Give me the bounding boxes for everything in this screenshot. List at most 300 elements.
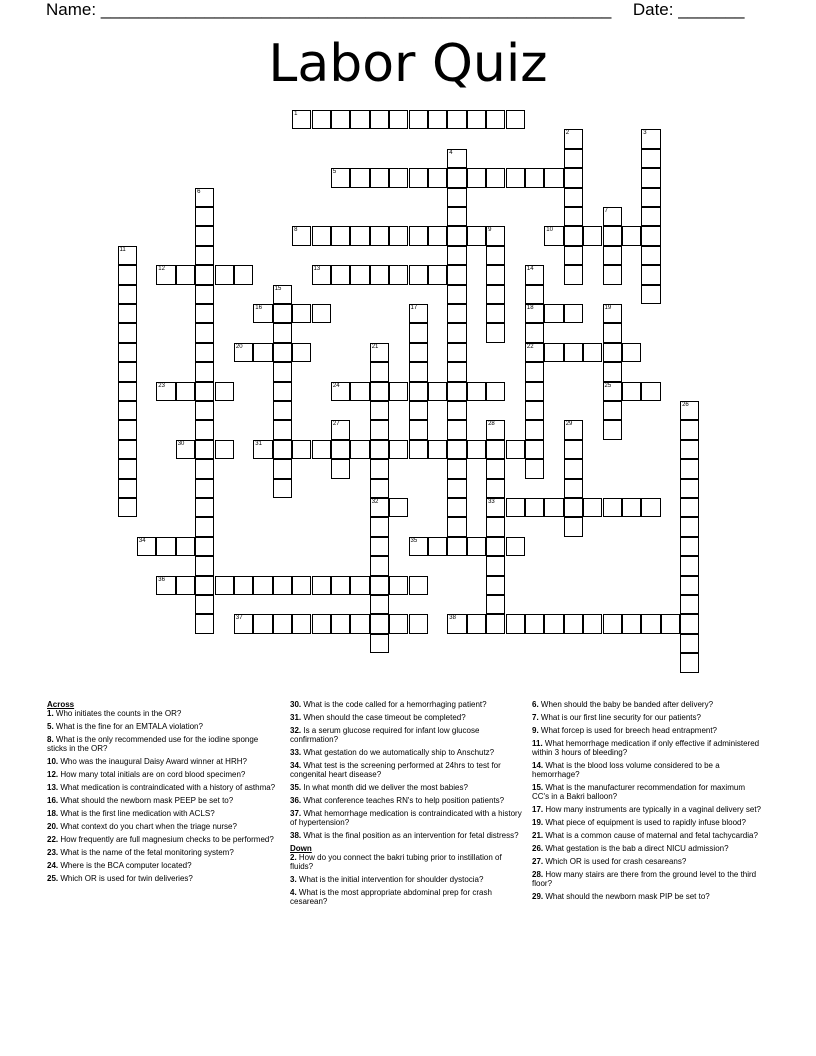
crossword-cell[interactable] bbox=[215, 382, 234, 401]
crossword-cell[interactable] bbox=[118, 498, 137, 517]
crossword-cell[interactable] bbox=[292, 343, 311, 362]
crossword-cell[interactable] bbox=[641, 168, 660, 187]
crossword-cell[interactable] bbox=[156, 382, 175, 401]
crossword-cell[interactable] bbox=[525, 498, 544, 517]
crossword-cell[interactable] bbox=[234, 265, 253, 284]
crossword-cell[interactable] bbox=[118, 401, 137, 420]
crossword-cell[interactable] bbox=[486, 556, 505, 575]
crossword-cell[interactable] bbox=[389, 168, 408, 187]
crossword-cell[interactable] bbox=[447, 168, 466, 187]
crossword-cell[interactable] bbox=[350, 440, 369, 459]
crossword-cell[interactable] bbox=[564, 129, 583, 148]
crossword-cell[interactable] bbox=[544, 304, 563, 323]
crossword-cell[interactable] bbox=[312, 440, 331, 459]
crossword-cell[interactable] bbox=[428, 110, 447, 129]
crossword-cell[interactable] bbox=[467, 382, 486, 401]
crossword-cell[interactable] bbox=[118, 382, 137, 401]
crossword-cell[interactable] bbox=[370, 168, 389, 187]
crossword-cell[interactable] bbox=[273, 614, 292, 633]
crossword-cell[interactable] bbox=[641, 226, 660, 245]
crossword-cell[interactable] bbox=[447, 459, 466, 478]
crossword-cell[interactable] bbox=[273, 285, 292, 304]
crossword-cell[interactable] bbox=[234, 576, 253, 595]
crossword-cell[interactable] bbox=[564, 440, 583, 459]
crossword-cell[interactable] bbox=[389, 382, 408, 401]
crossword-cell[interactable] bbox=[467, 440, 486, 459]
crossword-cell[interactable] bbox=[564, 207, 583, 226]
crossword-cell[interactable] bbox=[273, 362, 292, 381]
crossword-cell[interactable] bbox=[273, 420, 292, 439]
crossword-cell[interactable] bbox=[583, 498, 602, 517]
crossword-cell[interactable] bbox=[118, 479, 137, 498]
crossword-cell[interactable] bbox=[195, 304, 214, 323]
crossword-cell[interactable] bbox=[680, 556, 699, 575]
crossword-cell[interactable] bbox=[486, 440, 505, 459]
crossword-cell[interactable] bbox=[447, 362, 466, 381]
crossword-cell[interactable] bbox=[370, 440, 389, 459]
crossword-cell[interactable] bbox=[331, 459, 350, 478]
crossword-cell[interactable] bbox=[680, 614, 699, 633]
crossword-cell[interactable] bbox=[195, 188, 214, 207]
crossword-cell[interactable] bbox=[506, 110, 525, 129]
crossword-cell[interactable] bbox=[409, 614, 428, 633]
crossword-cell[interactable] bbox=[312, 265, 331, 284]
crossword-cell[interactable] bbox=[486, 265, 505, 284]
crossword-cell[interactable] bbox=[195, 362, 214, 381]
crossword-cell[interactable] bbox=[467, 168, 486, 187]
crossword-cell[interactable] bbox=[680, 401, 699, 420]
crossword-cell[interactable] bbox=[447, 479, 466, 498]
crossword-cell[interactable] bbox=[428, 440, 447, 459]
crossword-cell[interactable] bbox=[156, 265, 175, 284]
crossword-cell[interactable] bbox=[447, 285, 466, 304]
crossword-cell[interactable] bbox=[486, 459, 505, 478]
crossword-cell[interactable] bbox=[564, 246, 583, 265]
crossword-cell[interactable] bbox=[331, 440, 350, 459]
crossword-cell[interactable] bbox=[467, 537, 486, 556]
crossword-cell[interactable] bbox=[156, 537, 175, 556]
crossword-cell[interactable] bbox=[350, 110, 369, 129]
crossword-cell[interactable] bbox=[389, 576, 408, 595]
crossword-cell[interactable] bbox=[680, 653, 699, 672]
crossword-cell[interactable] bbox=[564, 517, 583, 536]
crossword-cell[interactable] bbox=[641, 207, 660, 226]
crossword-cell[interactable] bbox=[253, 614, 272, 633]
crossword-cell[interactable] bbox=[564, 343, 583, 362]
crossword-cell[interactable] bbox=[486, 498, 505, 517]
crossword-cell[interactable] bbox=[370, 382, 389, 401]
crossword-cell[interactable] bbox=[447, 614, 466, 633]
crossword-cell[interactable] bbox=[603, 401, 622, 420]
crossword-cell[interactable] bbox=[467, 226, 486, 245]
crossword-cell[interactable] bbox=[486, 595, 505, 614]
crossword-cell[interactable] bbox=[525, 265, 544, 284]
crossword-cell[interactable] bbox=[564, 168, 583, 187]
crossword-cell[interactable] bbox=[680, 537, 699, 556]
crossword-cell[interactable] bbox=[447, 420, 466, 439]
crossword-cell[interactable] bbox=[603, 343, 622, 362]
crossword-cell[interactable] bbox=[409, 420, 428, 439]
crossword-cell[interactable] bbox=[389, 498, 408, 517]
crossword-cell[interactable] bbox=[486, 168, 505, 187]
crossword-cell[interactable] bbox=[312, 576, 331, 595]
crossword-cell[interactable] bbox=[447, 323, 466, 342]
crossword-cell[interactable] bbox=[506, 498, 525, 517]
crossword-cell[interactable] bbox=[622, 614, 641, 633]
crossword-cell[interactable] bbox=[641, 285, 660, 304]
crossword-cell[interactable] bbox=[215, 440, 234, 459]
crossword-cell[interactable] bbox=[447, 110, 466, 129]
crossword-cell[interactable] bbox=[447, 207, 466, 226]
crossword-cell[interactable] bbox=[273, 401, 292, 420]
crossword-cell[interactable] bbox=[389, 265, 408, 284]
crossword-cell[interactable] bbox=[603, 614, 622, 633]
crossword-cell[interactable] bbox=[312, 304, 331, 323]
crossword-cell[interactable] bbox=[273, 479, 292, 498]
crossword-cell[interactable] bbox=[447, 401, 466, 420]
crossword-cell[interactable] bbox=[428, 226, 447, 245]
crossword-cell[interactable] bbox=[234, 343, 253, 362]
crossword-cell[interactable] bbox=[486, 285, 505, 304]
crossword-cell[interactable] bbox=[215, 265, 234, 284]
crossword-cell[interactable] bbox=[428, 537, 447, 556]
crossword-cell[interactable] bbox=[525, 285, 544, 304]
crossword-cell[interactable] bbox=[447, 304, 466, 323]
crossword-cell[interactable] bbox=[370, 110, 389, 129]
crossword-cell[interactable] bbox=[118, 285, 137, 304]
date-line[interactable]: _______ bbox=[678, 0, 745, 19]
crossword-cell[interactable] bbox=[525, 343, 544, 362]
crossword-cell[interactable] bbox=[312, 226, 331, 245]
crossword-cell[interactable] bbox=[486, 576, 505, 595]
crossword-cell[interactable] bbox=[409, 110, 428, 129]
crossword-cell[interactable] bbox=[447, 517, 466, 536]
crossword-cell[interactable] bbox=[641, 129, 660, 148]
crossword-cell[interactable] bbox=[370, 343, 389, 362]
crossword-cell[interactable] bbox=[603, 362, 622, 381]
crossword-cell[interactable] bbox=[447, 343, 466, 362]
crossword-cell[interactable] bbox=[331, 226, 350, 245]
crossword-cell[interactable] bbox=[622, 226, 641, 245]
crossword-cell[interactable] bbox=[195, 537, 214, 556]
crossword-cell[interactable] bbox=[622, 343, 641, 362]
crossword-cell[interactable] bbox=[564, 479, 583, 498]
crossword-cell[interactable] bbox=[486, 420, 505, 439]
crossword-cell[interactable] bbox=[409, 401, 428, 420]
crossword-cell[interactable] bbox=[176, 576, 195, 595]
crossword-cell[interactable] bbox=[195, 498, 214, 517]
crossword-cell[interactable] bbox=[273, 382, 292, 401]
crossword-cell[interactable] bbox=[622, 498, 641, 517]
crossword-cell[interactable] bbox=[603, 304, 622, 323]
crossword-cell[interactable] bbox=[486, 226, 505, 245]
crossword-cell[interactable] bbox=[525, 614, 544, 633]
crossword-cell[interactable] bbox=[370, 595, 389, 614]
crossword-cell[interactable] bbox=[118, 362, 137, 381]
crossword-cell[interactable] bbox=[292, 226, 311, 245]
crossword-cell[interactable] bbox=[350, 576, 369, 595]
crossword-cell[interactable] bbox=[583, 343, 602, 362]
crossword-cell[interactable] bbox=[195, 595, 214, 614]
crossword-cell[interactable] bbox=[195, 420, 214, 439]
crossword-cell[interactable] bbox=[195, 614, 214, 633]
crossword-cell[interactable] bbox=[370, 614, 389, 633]
crossword-cell[interactable] bbox=[118, 304, 137, 323]
crossword-cell[interactable] bbox=[370, 498, 389, 517]
crossword-cell[interactable] bbox=[486, 537, 505, 556]
crossword-cell[interactable] bbox=[312, 110, 331, 129]
crossword-cell[interactable] bbox=[680, 498, 699, 517]
crossword-cell[interactable] bbox=[603, 207, 622, 226]
crossword-cell[interactable] bbox=[331, 382, 350, 401]
crossword-cell[interactable] bbox=[118, 420, 137, 439]
crossword-cell[interactable] bbox=[486, 517, 505, 536]
crossword-cell[interactable] bbox=[641, 149, 660, 168]
crossword-cell[interactable] bbox=[370, 265, 389, 284]
crossword-cell[interactable] bbox=[680, 420, 699, 439]
crossword-cell[interactable] bbox=[680, 440, 699, 459]
crossword-cell[interactable] bbox=[195, 401, 214, 420]
crossword-cell[interactable] bbox=[389, 614, 408, 633]
crossword-cell[interactable] bbox=[370, 537, 389, 556]
crossword-cell[interactable] bbox=[447, 188, 466, 207]
crossword-cell[interactable] bbox=[273, 323, 292, 342]
crossword-cell[interactable] bbox=[409, 440, 428, 459]
crossword-cell[interactable] bbox=[350, 614, 369, 633]
crossword-cell[interactable] bbox=[564, 459, 583, 478]
crossword-cell[interactable] bbox=[389, 110, 408, 129]
crossword-cell[interactable] bbox=[583, 614, 602, 633]
crossword-cell[interactable] bbox=[195, 382, 214, 401]
crossword-cell[interactable] bbox=[486, 246, 505, 265]
crossword-cell[interactable] bbox=[409, 362, 428, 381]
crossword-cell[interactable] bbox=[273, 304, 292, 323]
crossword-cell[interactable] bbox=[292, 304, 311, 323]
crossword-cell[interactable] bbox=[544, 168, 563, 187]
crossword-cell[interactable] bbox=[506, 168, 525, 187]
crossword-cell[interactable] bbox=[447, 265, 466, 284]
crossword-cell[interactable] bbox=[253, 343, 272, 362]
crossword-cell[interactable] bbox=[544, 343, 563, 362]
crossword-cell[interactable] bbox=[525, 459, 544, 478]
crossword-cell[interactable] bbox=[525, 420, 544, 439]
crossword-cell[interactable] bbox=[525, 304, 544, 323]
crossword-cell[interactable] bbox=[312, 614, 331, 633]
crossword-cell[interactable] bbox=[428, 265, 447, 284]
crossword-cell[interactable] bbox=[447, 246, 466, 265]
crossword-cell[interactable] bbox=[195, 285, 214, 304]
crossword-cell[interactable] bbox=[603, 382, 622, 401]
crossword-cell[interactable] bbox=[273, 576, 292, 595]
crossword-cell[interactable] bbox=[273, 440, 292, 459]
crossword-cell[interactable] bbox=[564, 304, 583, 323]
crossword-cell[interactable] bbox=[641, 246, 660, 265]
crossword-cell[interactable] bbox=[544, 614, 563, 633]
crossword-cell[interactable] bbox=[118, 265, 137, 284]
crossword-cell[interactable] bbox=[680, 459, 699, 478]
crossword-cell[interactable] bbox=[370, 479, 389, 498]
crossword-cell[interactable] bbox=[409, 304, 428, 323]
crossword-cell[interactable] bbox=[292, 576, 311, 595]
crossword-cell[interactable] bbox=[428, 168, 447, 187]
crossword-cell[interactable] bbox=[370, 556, 389, 575]
crossword-cell[interactable] bbox=[370, 517, 389, 536]
crossword-cell[interactable] bbox=[273, 459, 292, 478]
crossword-cell[interactable] bbox=[350, 265, 369, 284]
crossword-cell[interactable] bbox=[370, 362, 389, 381]
crossword-cell[interactable] bbox=[486, 382, 505, 401]
crossword-cell[interactable] bbox=[409, 265, 428, 284]
crossword-cell[interactable] bbox=[680, 595, 699, 614]
crossword-cell[interactable] bbox=[661, 614, 680, 633]
crossword-cell[interactable] bbox=[350, 168, 369, 187]
crossword-cell[interactable] bbox=[118, 323, 137, 342]
crossword-cell[interactable] bbox=[195, 226, 214, 245]
crossword-cell[interactable] bbox=[486, 304, 505, 323]
crossword-cell[interactable] bbox=[467, 614, 486, 633]
crossword-cell[interactable] bbox=[525, 323, 544, 342]
crossword-cell[interactable] bbox=[176, 265, 195, 284]
crossword-cell[interactable] bbox=[370, 459, 389, 478]
crossword-cell[interactable] bbox=[195, 343, 214, 362]
crossword-cell[interactable] bbox=[506, 614, 525, 633]
crossword-cell[interactable] bbox=[680, 634, 699, 653]
crossword-cell[interactable] bbox=[447, 440, 466, 459]
crossword-cell[interactable] bbox=[370, 576, 389, 595]
name-line[interactable]: ______________________________________________________ bbox=[100, 0, 612, 19]
crossword-cell[interactable] bbox=[215, 576, 234, 595]
crossword-cell[interactable] bbox=[486, 614, 505, 633]
crossword-cell[interactable] bbox=[525, 382, 544, 401]
crossword-cell[interactable] bbox=[292, 614, 311, 633]
crossword-cell[interactable] bbox=[195, 265, 214, 284]
crossword-cell[interactable] bbox=[350, 226, 369, 245]
crossword-cell[interactable] bbox=[195, 207, 214, 226]
crossword-cell[interactable] bbox=[118, 246, 137, 265]
crossword-cell[interactable] bbox=[680, 479, 699, 498]
crossword-cell[interactable] bbox=[370, 226, 389, 245]
crossword-cell[interactable] bbox=[137, 537, 156, 556]
crossword-cell[interactable] bbox=[680, 576, 699, 595]
crossword-cell[interactable] bbox=[292, 440, 311, 459]
crossword-cell[interactable] bbox=[176, 440, 195, 459]
crossword-cell[interactable] bbox=[447, 498, 466, 517]
crossword-cell[interactable] bbox=[680, 517, 699, 536]
crossword-cell[interactable] bbox=[195, 440, 214, 459]
crossword-cell[interactable] bbox=[564, 265, 583, 284]
crossword-cell[interactable] bbox=[409, 537, 428, 556]
crossword-cell[interactable] bbox=[370, 634, 389, 653]
crossword-cell[interactable] bbox=[331, 110, 350, 129]
crossword-cell[interactable] bbox=[564, 614, 583, 633]
crossword-cell[interactable] bbox=[447, 382, 466, 401]
crossword-cell[interactable] bbox=[622, 382, 641, 401]
crossword-cell[interactable] bbox=[641, 188, 660, 207]
crossword-cell[interactable] bbox=[370, 420, 389, 439]
crossword-cell[interactable] bbox=[506, 537, 525, 556]
crossword-cell[interactable] bbox=[253, 576, 272, 595]
crossword-cell[interactable] bbox=[641, 382, 660, 401]
crossword-cell[interactable] bbox=[603, 498, 622, 517]
crossword-cell[interactable] bbox=[603, 265, 622, 284]
crossword-cell[interactable] bbox=[195, 479, 214, 498]
crossword-cell[interactable] bbox=[486, 479, 505, 498]
crossword-cell[interactable] bbox=[641, 265, 660, 284]
crossword-cell[interactable] bbox=[409, 343, 428, 362]
crossword-cell[interactable] bbox=[564, 420, 583, 439]
crossword-cell[interactable] bbox=[409, 226, 428, 245]
crossword-cell[interactable] bbox=[564, 149, 583, 168]
crossword-cell[interactable] bbox=[195, 323, 214, 342]
crossword-cell[interactable] bbox=[331, 420, 350, 439]
crossword-cell[interactable] bbox=[389, 440, 408, 459]
crossword-cell[interactable] bbox=[176, 382, 195, 401]
crossword-cell[interactable] bbox=[370, 401, 389, 420]
crossword-cell[interactable] bbox=[525, 168, 544, 187]
crossword-cell[interactable] bbox=[195, 459, 214, 478]
crossword-cell[interactable] bbox=[195, 556, 214, 575]
crossword-cell[interactable] bbox=[486, 110, 505, 129]
crossword-cell[interactable] bbox=[350, 382, 369, 401]
crossword-cell[interactable] bbox=[603, 323, 622, 342]
crossword-cell[interactable] bbox=[447, 537, 466, 556]
crossword-cell[interactable] bbox=[447, 226, 466, 245]
crossword-cell[interactable] bbox=[525, 440, 544, 459]
crossword-cell[interactable] bbox=[525, 362, 544, 381]
crossword-cell[interactable] bbox=[641, 614, 660, 633]
crossword-cell[interactable] bbox=[331, 168, 350, 187]
crossword-cell[interactable] bbox=[564, 498, 583, 517]
crossword-cell[interactable] bbox=[506, 440, 525, 459]
crossword-cell[interactable] bbox=[195, 517, 214, 536]
crossword-cell[interactable] bbox=[409, 168, 428, 187]
crossword-cell[interactable] bbox=[118, 440, 137, 459]
crossword-cell[interactable] bbox=[467, 110, 486, 129]
crossword-cell[interactable] bbox=[195, 576, 214, 595]
crossword-cell[interactable] bbox=[409, 382, 428, 401]
crossword-cell[interactable] bbox=[331, 265, 350, 284]
crossword-cell[interactable] bbox=[389, 226, 408, 245]
crossword-cell[interactable] bbox=[331, 576, 350, 595]
crossword-cell[interactable] bbox=[641, 498, 660, 517]
crossword-cell[interactable] bbox=[544, 498, 563, 517]
crossword-cell[interactable] bbox=[409, 576, 428, 595]
crossword-cell[interactable] bbox=[156, 576, 175, 595]
crossword-cell[interactable] bbox=[195, 246, 214, 265]
crossword-cell[interactable] bbox=[118, 343, 137, 362]
crossword-cell[interactable] bbox=[486, 323, 505, 342]
crossword-cell[interactable] bbox=[544, 226, 563, 245]
crossword-cell[interactable] bbox=[292, 110, 311, 129]
crossword-cell[interactable] bbox=[253, 440, 272, 459]
crossword-cell[interactable] bbox=[273, 343, 292, 362]
crossword-cell[interactable] bbox=[603, 226, 622, 245]
crossword-cell[interactable] bbox=[428, 382, 447, 401]
crossword-cell[interactable] bbox=[603, 420, 622, 439]
crossword-cell[interactable] bbox=[234, 614, 253, 633]
crossword-cell[interactable] bbox=[176, 537, 195, 556]
crossword-cell[interactable] bbox=[253, 304, 272, 323]
crossword-cell[interactable] bbox=[118, 459, 137, 478]
crossword-cell[interactable] bbox=[564, 188, 583, 207]
crossword-cell[interactable] bbox=[603, 246, 622, 265]
crossword-cell[interactable] bbox=[564, 226, 583, 245]
crossword-cell[interactable] bbox=[409, 323, 428, 342]
crossword-cell[interactable] bbox=[447, 149, 466, 168]
crossword-cell[interactable] bbox=[583, 226, 602, 245]
crossword-cell[interactable] bbox=[525, 401, 544, 420]
crossword-cell[interactable] bbox=[331, 614, 350, 633]
